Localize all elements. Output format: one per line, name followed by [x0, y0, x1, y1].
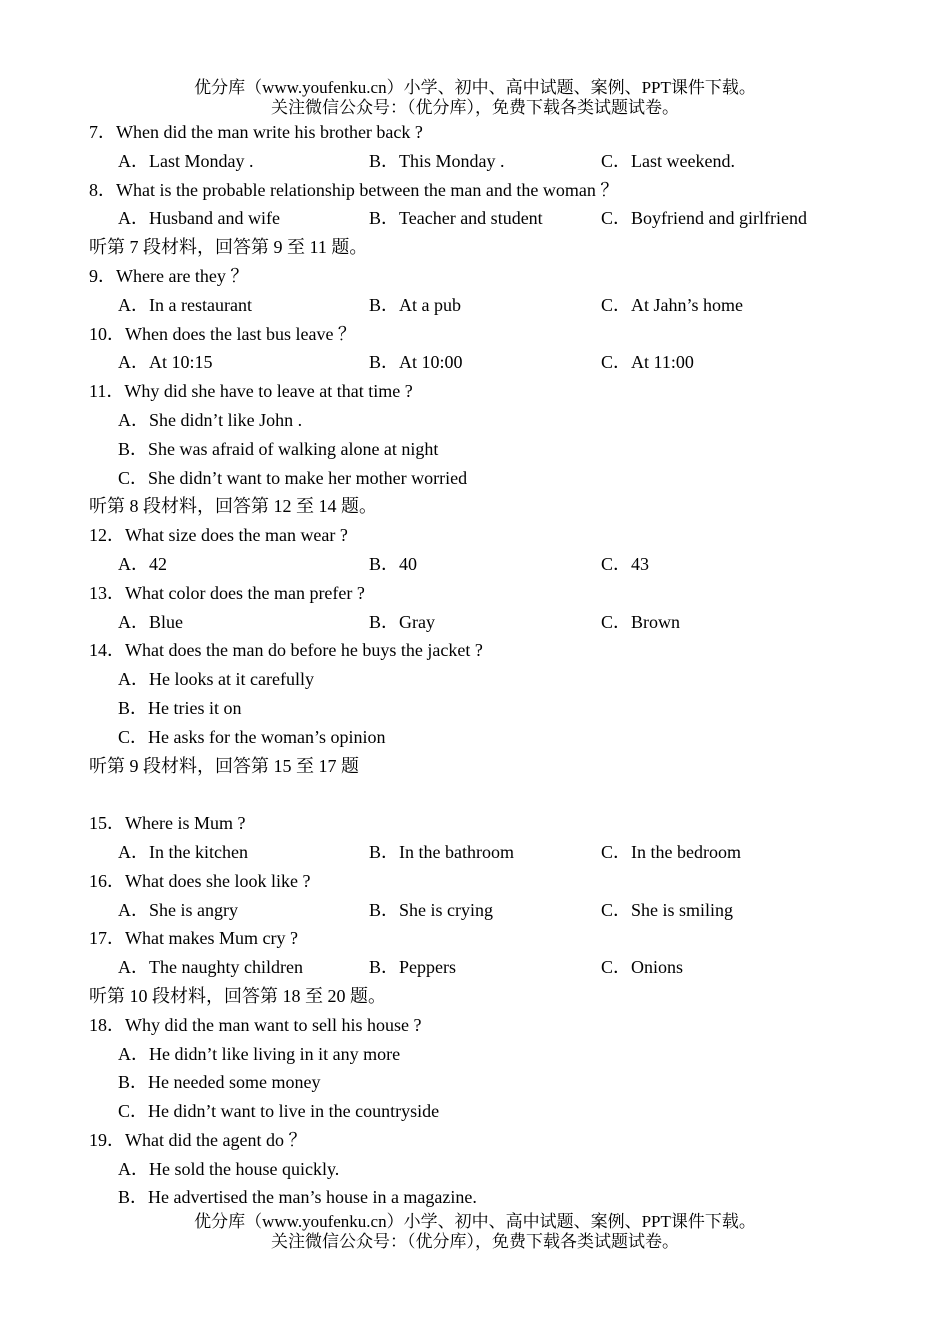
answer-option: C．He asks for the woman’s opinion: [118, 726, 386, 747]
answer-option-c: C．She is smiling: [601, 899, 734, 920]
answer-option: B．He tries it on: [118, 697, 242, 718]
answer-option-b: B．Peppers: [369, 957, 456, 978]
answer-option-b: B．40: [369, 553, 418, 574]
question-stem: 19．What did the agent do ？: [89, 1129, 307, 1150]
answer-option: B．She was afraid of walking alone at night: [118, 438, 439, 459]
footer-line-1: 优分库（www.youfenku.cn）小学、初中、高中试题、案例、PPT课件下载。: [194, 1212, 756, 1231]
answer-option-a: A．42: [118, 553, 167, 574]
question-stem: 18．Why did the man want to sell his house ?: [89, 1014, 422, 1035]
answer-option-b: B．She is crying: [369, 899, 493, 920]
answer-option-a: A．Last Monday .: [118, 150, 254, 171]
answer-option-b: B．Teacher and student: [369, 208, 543, 229]
answer-options-row: [89, 204, 889, 233]
answer-option: C．She didn’t want to make her mother worried: [118, 467, 468, 488]
question-stem: 10．When does the last bus leave ？: [89, 323, 356, 344]
answer-option-b: B．In the bathroom: [369, 841, 514, 862]
question-stem: 12．What size does the man wear ?: [89, 525, 348, 546]
answer-option-a: A．She is angry: [118, 899, 238, 920]
answer-options-row: [89, 291, 889, 320]
answer-option-c: C．Boyfriend and girlfriend: [601, 208, 807, 229]
answer-option-c: C．Onions: [601, 957, 684, 978]
section-instruction: 听第 9 段材料，回答第 15 至 17 题: [89, 755, 359, 776]
page-header: [0, 78, 950, 118]
answer-option: A．She didn’t like John .: [118, 409, 303, 430]
question-stem: 15．Where is Mum ?: [89, 813, 246, 834]
answer-options-row: [89, 550, 889, 579]
question-stem: 16．What does she look like ?: [89, 870, 311, 891]
header-line-1: 优分库（www.youfenku.cn）小学、初中、高中试题、案例、PPT课件下载。: [194, 78, 756, 97]
page-footer: [0, 1212, 950, 1252]
answer-options-row: [89, 348, 889, 377]
answer-option: A．He didn’t like living in it any more: [118, 1043, 401, 1064]
answer-option-c: C．Brown: [601, 611, 681, 632]
section-instruction: 听第 7 段材料，回答第 9 至 11 题。: [89, 237, 368, 258]
answer-option: A．He sold the house quickly.: [118, 1158, 340, 1179]
answer-option-a: A．Blue: [118, 611, 183, 632]
question-stem: 13．What color does the man prefer ?: [89, 582, 365, 603]
answer-option-a: A．In a restaurant: [118, 294, 252, 315]
answer-option-c: C．Last weekend.: [601, 150, 735, 171]
exam-content: [89, 118, 889, 1212]
question-stem: 8．What is the probable relationship between the man and the woman ？: [89, 179, 619, 200]
answer-option-c: C．At 11:00: [601, 352, 694, 373]
answer-option-a: A．The naughty children: [118, 957, 303, 978]
answer-option-c: C．At Jahn’s home: [601, 294, 743, 315]
answer-options-row: [89, 953, 889, 982]
answer-option: C．He didn’t want to live in the countryside: [118, 1101, 440, 1122]
question-stem: 9．Where are they ？: [89, 265, 249, 286]
answer-option: B．He advertised the man’s house in a magazine.: [118, 1187, 477, 1208]
blank-line: [89, 780, 889, 809]
question-stem: 17．What makes Mum cry ?: [89, 928, 298, 949]
answer-option-c: C．43: [601, 553, 650, 574]
answer-option-a: A．Husband and wife: [118, 208, 280, 229]
answer-option: A．He looks at it carefully: [118, 669, 314, 690]
question-stem: 14．What does the man do before he buys the jacket ?: [89, 640, 483, 661]
answer-option-b: B．At a pub: [369, 294, 461, 315]
section-instruction: 听第 10 段材料，回答第 18 至 20 题。: [89, 985, 386, 1006]
answer-options-row: [89, 838, 889, 867]
answer-option-c: C．In the bedroom: [601, 841, 741, 862]
answer-option-a: A．At 10:15: [118, 352, 213, 373]
section-instruction: 听第 8 段材料，回答第 12 至 14 题。: [89, 496, 377, 517]
question-stem: 11．Why did she have to leave at that time ?: [89, 381, 413, 402]
answer-options-row: [89, 896, 889, 925]
answer-option: B．He needed some money: [118, 1072, 321, 1093]
answer-options-row: [89, 147, 889, 176]
answer-option-b: B．Gray: [369, 611, 435, 632]
answer-option-b: B．At 10:00: [369, 352, 463, 373]
question-stem: 7．When did the man write his brother back ?: [89, 122, 423, 142]
answer-options-row: [89, 608, 889, 637]
answer-option-a: A．In the kitchen: [118, 841, 248, 862]
answer-option-b: B．This Monday .: [369, 150, 505, 171]
header-line-2: 关注微信公众号：（优分库），免费下载各类试题试卷。: [271, 98, 679, 117]
footer-line-2: 关注微信公众号：（优分库），免费下载各类试题试卷。: [271, 1232, 679, 1251]
